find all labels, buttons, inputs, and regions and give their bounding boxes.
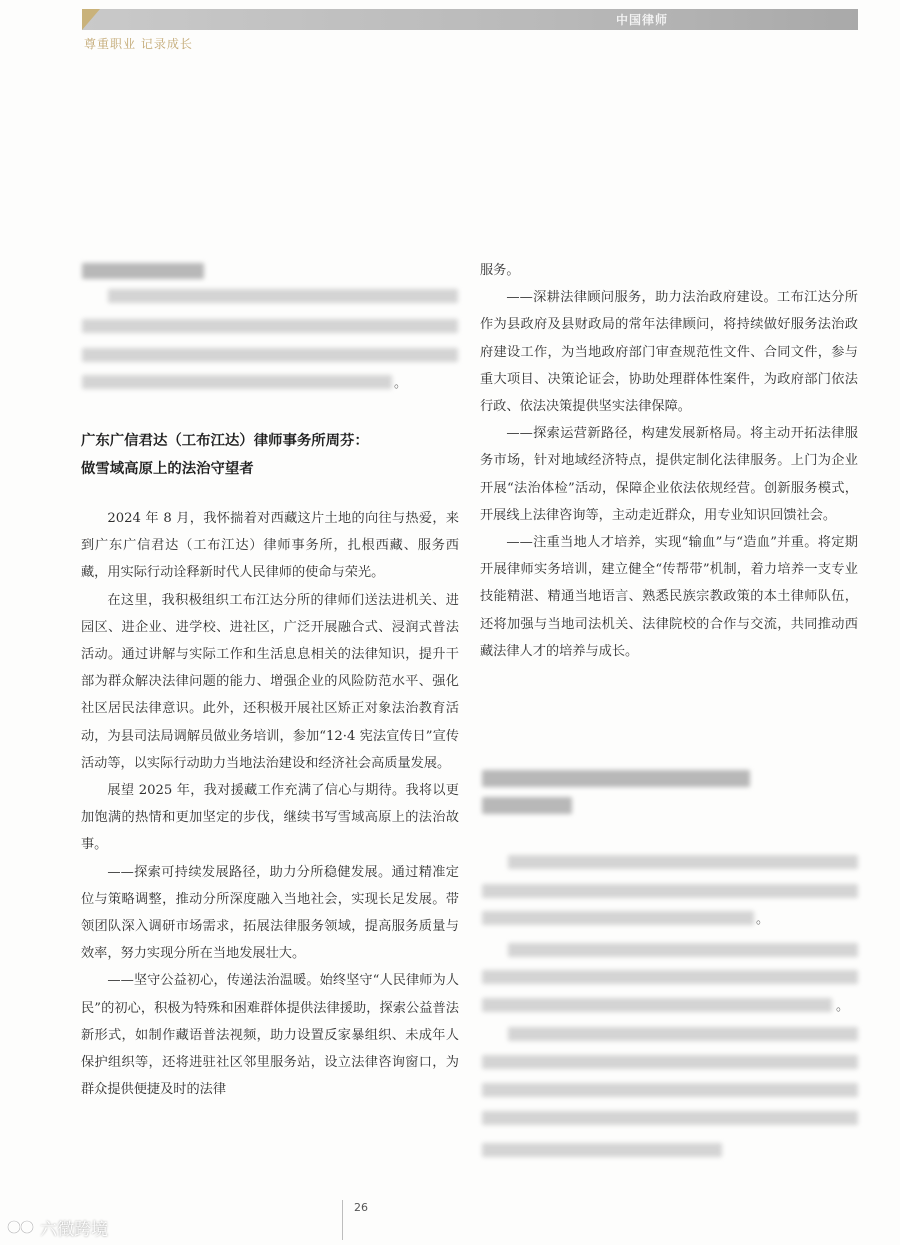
blurred-text-line: [82, 319, 458, 333]
blurred-text-line: [508, 943, 858, 957]
blurred-text-line: [482, 970, 858, 984]
paragraph: ——探索运营新路径，构建发展新格局。将主动开拓法律服务市场，针对地域经济特点，提供定制化法律服务。上门为企业开展“法治体检”活动，保障企业依法依规经营。创新服务模式，开展线上法律咨询等，主动走近群众，用专业知识回馈社会。: [480, 426, 858, 523]
header-band: [82, 9, 858, 30]
header-corner-accent: [82, 9, 100, 30]
blurred-section-title: [482, 770, 750, 787]
magazine-logo: 中国律师: [615, 13, 668, 27]
article-title-line-2: 做雪域高原上的法治守望者: [81, 461, 254, 477]
paragraph: 展望 2025 年，我对援藏工作充满了信心与期待。我将以更加饱满的热情和更加坚定的步伐，继续书写雪域高原上的法治故事。: [81, 783, 459, 853]
blurred-line-end: 。: [836, 999, 850, 1014]
blurred-text-line: [82, 348, 458, 362]
blurred-text-line: [482, 1083, 858, 1097]
paragraph: ——坚守公益初心，传递法治温暖。始终坚守“人民律师为人民”的初心，积极为特殊和困难群体提供法律援助，探索公益普法新形式，如制作藏语普法视频，助力设置反家暴组织、未成年人保护组织等，还将进驻社区邻里服务站，设立法律咨询窗口，为群众提供便捷及时的法律: [81, 973, 459, 1098]
paragraph-continuation: 服务。: [480, 263, 520, 278]
blurred-text-line: [108, 289, 458, 303]
page-number: 26: [354, 1201, 368, 1214]
paragraph: ——注重当地人才培养，实现“输血”与“造血”并重。将定期开展律师实务培训，建立健全“传帮带”机制，着力培养一支专业技能精湛、精通当地语言、熟悉民族宗教政策的本土律师队伍，还将加强与当地司法机关、法律院校的合作与交流，共同推动西藏法律人才的培养与成长。: [480, 535, 858, 659]
paragraph: 2024 年 8 月，我怀揣着对西藏这片土地的向往与热爱，来到广东广信君达（工布江达）律师事务所，扎根西藏、服务西藏，用实际行动诠释新时代人民律师的使命与荣光。: [81, 511, 459, 581]
blurred-line-end: 。: [756, 912, 770, 927]
watermark-logo-icon: [6, 1218, 36, 1236]
blurred-text-line: [482, 1111, 858, 1125]
blurred-text-line: [482, 1055, 858, 1069]
paragraph: 在这里，我积极组织工布江达分所的律师们送法进机关、进园区、进企业、进学校、进社区，广泛开展融合式、浸润式普法活动。通过讲解与实际工作和生活息息相关的法律知识，提升干部为群众解决法律问题的能力、增强企业的风险防范水平、强化社区居民法律意识。此外，还积极开展社区矫正对象法治教育活动，为县司法局调解员做业务培训，参加“12·4 宪法宣传日”宣传活动等，以实际行动助力当地法治建设和经济社会高质量发展。: [81, 592, 459, 771]
blurred-text-line: [508, 1027, 858, 1041]
blurred-line-end: 。: [394, 376, 408, 391]
paragraph: ——深耕法律顾问服务，助力法治政府建设。工布江达分所作为县政府及县财政局的常年法律顾问，将持续做好服务法治政府建设工作，为当地政府部门审查规范性文件、合同文件，参与重大项目、决策论证会，协助处理群体性案件，为政府部门依法行政、依法决策提供坚实法律保障。: [480, 290, 858, 415]
blurred-text-line: [82, 375, 392, 389]
blurred-text-line: [482, 998, 832, 1012]
article-title-line-1: 广东广信君达（工布江达）律师事务所周芬：: [81, 433, 369, 449]
paragraph: ——探索可持续发展路径，助力分所稳健发展。通过精准定位与策略调整，推动分所深度融入当地社会，实现长足发展。带领团队深入调研市场需求，拓展法律服务领域，提高服务质量与效率，努力实现分所在当地发展壮大。: [81, 864, 459, 962]
right-column: [480, 257, 858, 665]
article-title: [81, 427, 461, 483]
blurred-text-line: [482, 884, 858, 898]
left-column: [81, 505, 459, 1103]
header-tagline: 尊重职业 记录成长: [84, 37, 193, 51]
blurred-text-line: [508, 855, 858, 869]
blurred-text-line: [482, 1143, 722, 1157]
blurred-section-title: [482, 797, 572, 814]
blurred-text-line: [482, 911, 754, 925]
footer-divider: [342, 1200, 343, 1240]
watermark-text: 六徵跨境: [40, 1219, 108, 1240]
blurred-heading: [82, 263, 204, 279]
watermark: [6, 1216, 108, 1238]
